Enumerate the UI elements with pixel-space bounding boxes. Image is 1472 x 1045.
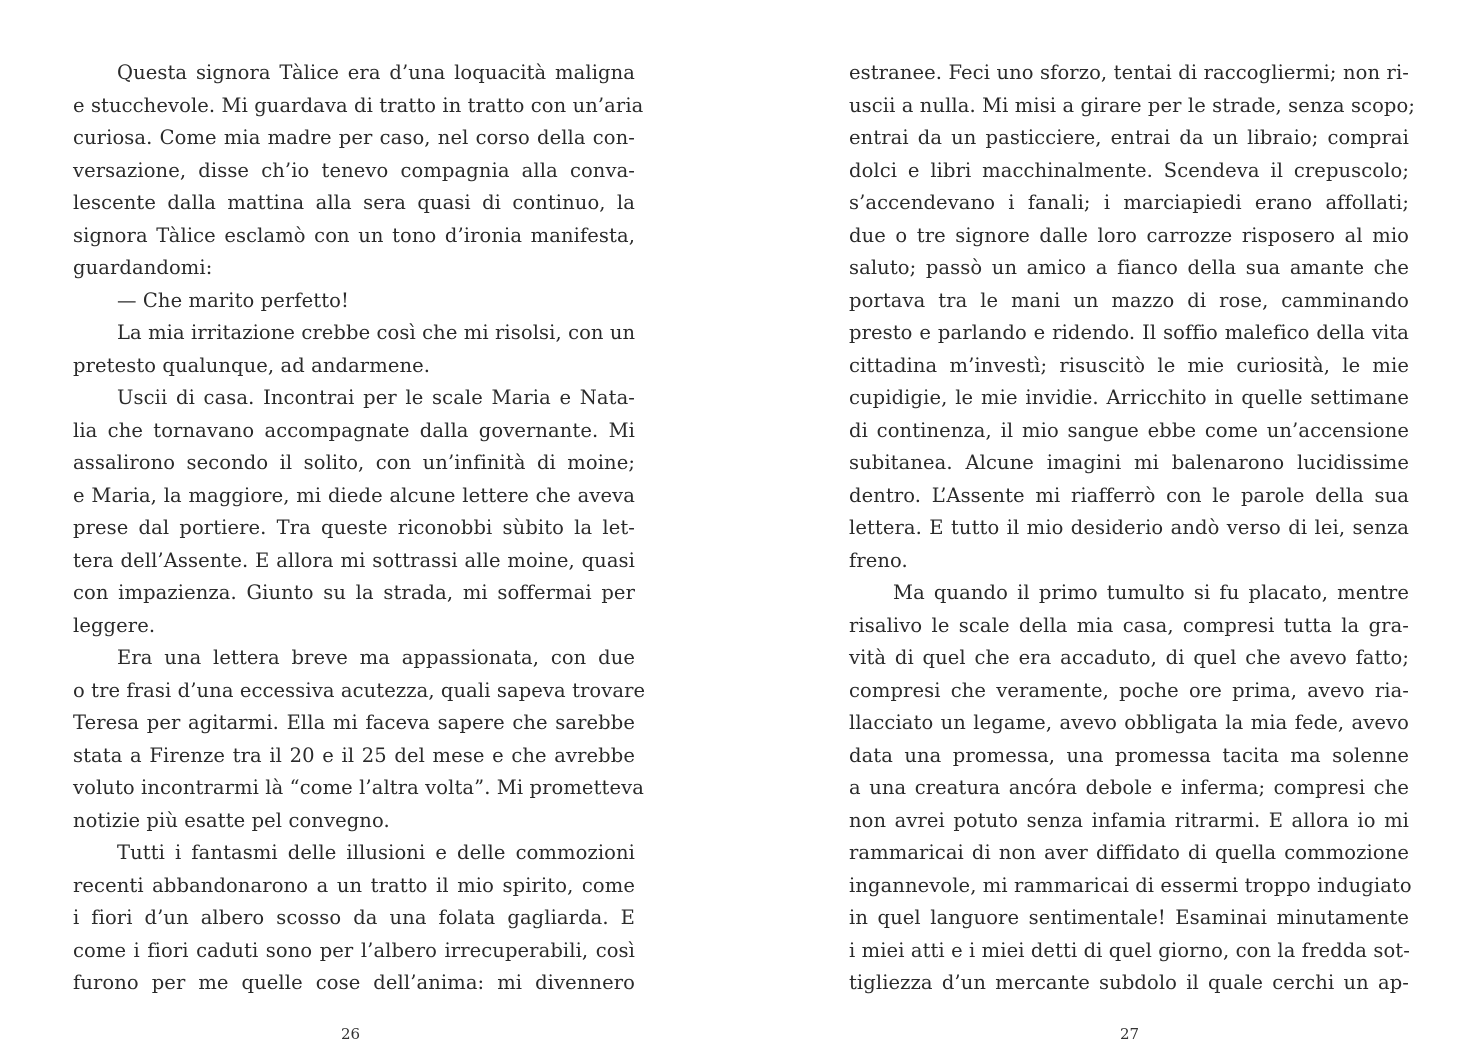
text-line: lia che tornavano accompagnate dalla governante. Mi xyxy=(73,418,635,442)
text-line: Uscii di casa. Incontrai per le scale Maria e Nata- xyxy=(117,386,635,409)
text-line: Tutti i fantasmi delle illusioni e delle commozioni xyxy=(117,841,635,864)
text-line: lettera. E tutto il mio desiderio andò verso di lei, senza xyxy=(849,516,1409,539)
text-line: data una promessa, una promessa tacita ma solenne xyxy=(849,743,1409,767)
text-line: Era una lettera breve ma appassionata, con due xyxy=(117,646,635,669)
text-line: Questa signora Tàlice era d’una loquacità maligna xyxy=(117,61,635,84)
text-line: leggere. xyxy=(73,613,156,637)
text-line: non avrei potuto senza infamia ritrarmi. E allora io mi xyxy=(849,808,1409,832)
text-line: assalirono secondo il solito, con un’infinità di moine; xyxy=(73,451,635,474)
text-line: notizie più esatte pel convegno. xyxy=(73,808,390,832)
text-line: lescente dalla mattina alla sera quasi di continuo, la xyxy=(73,191,635,214)
text-line: — Che marito perfetto! xyxy=(117,288,349,312)
right-page-number: 27 xyxy=(1120,1025,1140,1043)
text-line: tigliezza d’un mercante subdolo il quale cerchi un ap- xyxy=(849,971,1409,994)
text-line: cupidigie, le mie invidie. Arricchito in quelle settimane xyxy=(849,386,1409,409)
text-line: presto e parlando e ridendo. Il soffio malefico della vita xyxy=(849,321,1409,344)
text-line: recenti abbandonarono a un tratto il mio spirito, come xyxy=(73,873,635,897)
text-line: e stucchevole. Mi guardava di tratto in tratto con un’aria xyxy=(73,93,644,117)
text-line: llacciato un legame, avevo obbligata la mia fede, avevo xyxy=(849,711,1409,734)
text-line: La mia irritazione crebbe così che mi risolsi, con un xyxy=(117,321,636,344)
text-line: versazione, disse ch’io tenevo compagnia alla conva- xyxy=(73,158,635,182)
text-line: Teresa per agitarmi. Ella mi faceva sapere che sarebbe xyxy=(73,711,635,734)
text-line: due o tre signore dalle loro carrozze risposero al mio xyxy=(849,223,1409,247)
text-line: dolci e libri macchinalmente. Scendeva il crepuscolo; xyxy=(849,158,1409,182)
text-line: voluto incontrarmi là “come l’altra volta”. Mi prometteva xyxy=(73,776,644,799)
text-line: dentro. L’Assente mi riafferrò con le parole della sua xyxy=(849,483,1409,507)
text-line: uscii a nulla. Mi misi a girare per le strade, senza scopo; xyxy=(849,93,1416,117)
text-line: pretesto qualunque, ad andarmene. xyxy=(73,353,431,377)
left-page-number: 26 xyxy=(341,1025,361,1043)
text-line: tera dell’Assente. E allora mi sottrassi alle moine, quasi xyxy=(73,548,635,572)
text-line: vità di quel che era accaduto, di quel che avevo fatto; xyxy=(849,646,1409,669)
right-page-text xyxy=(849,57,1416,1000)
text-line: compresi che veramente, poche ore prima, avevo ria- xyxy=(849,678,1409,702)
text-line: in quel languore sentimentale! Esaminai minutamente xyxy=(849,906,1409,929)
text-line: entrai da un pasticciere, entrai da un libraio; comprai xyxy=(849,126,1409,149)
left-page-text xyxy=(73,57,646,1000)
text-line: signora Tàlice esclamò con un tono d’ironia manifesta, xyxy=(73,223,635,247)
text-line: di continenza, il mio sangue ebbe come un’accensione xyxy=(849,418,1409,442)
text-line: risalivo le scale della mia casa, compresi tutta la gra- xyxy=(849,613,1409,637)
text-line: o tre frasi d’una eccessiva acutezza, quali sapeva trovare xyxy=(73,678,646,702)
text-line: subitanea. Alcune imagini mi balenarono lucidissime xyxy=(849,451,1409,474)
right-page xyxy=(736,0,1472,1045)
text-line: guardandomi: xyxy=(73,256,213,279)
text-line: cittadina m’investì; risuscitò le mie curiosità, le mie xyxy=(849,353,1409,377)
text-line: furono per me quelle cose dell’anima: mi divennero xyxy=(73,971,635,994)
text-line: prese dal portiere. Tra queste riconobbi sùbito la let- xyxy=(73,516,635,539)
text-line: con impazienza. Giunto su la strada, mi soffermai per xyxy=(73,581,635,604)
text-line: stata a Firenze tra il 20 e il 25 del mese e che avrebbe xyxy=(73,743,635,767)
text-line: freno. xyxy=(849,548,908,572)
text-line: rammaricai di non aver diffidato di quella commozione xyxy=(849,841,1409,864)
text-line: curiosa. Come mia madre per caso, nel corso della con- xyxy=(73,126,635,149)
text-line: e Maria, la maggiore, mi diede alcune lettere che aveva xyxy=(73,483,635,507)
text-line: i miei atti e i miei detti di quel giorno, con la fredda sot- xyxy=(849,938,1410,962)
text-line: portava tra le mani un mazzo di rose, camminando xyxy=(849,288,1409,312)
text-line: Ma quando il primo tumulto si fu placato, mentre xyxy=(893,581,1409,604)
text-line: come i fiori caduti sono per l’albero irrecuperabili, così xyxy=(73,938,635,962)
text-line: s’accendevano i fanali; i marciapiedi erano affollati; xyxy=(849,191,1409,214)
text-line: ingannevole, mi rammaricai di essermi troppo indugiato xyxy=(849,873,1412,897)
text-line: estranee. Feci uno sforzo, tentai di raccogliermi; non ri- xyxy=(849,61,1409,84)
text-line: a una creatura ancóra debole e inferma; compresi che xyxy=(849,776,1409,799)
text-line: saluto; passò un amico a fianco della sua amante che xyxy=(849,256,1409,279)
text-line: i fiori d’un albero scosso da una folata gagliarda. E xyxy=(73,906,635,929)
